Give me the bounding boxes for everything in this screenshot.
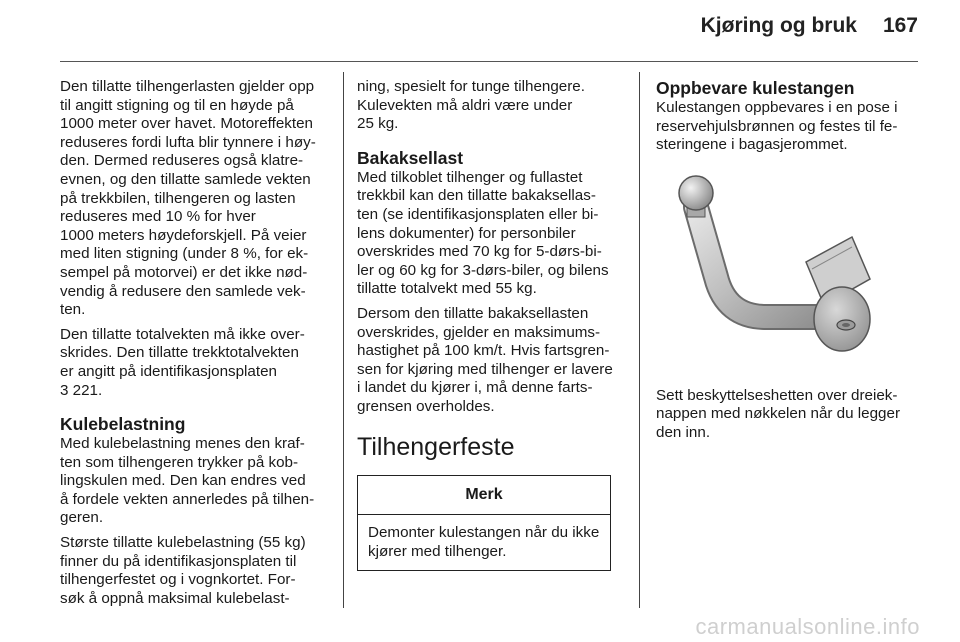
paragraph-protective-cap: Sett beskyttelseshetten over dreiek- nappen med nøkkelen når du legger den inn. (656, 386, 901, 441)
section-title: Kjøring og bruk (700, 14, 857, 37)
paragraph-max-load: Største tillatte kulebelastning (55 kg) finner du på identifikasjonsplaten til tilhengerfestet og i vognkortet. For- søk å oppnå maksimal kulebelast- (60, 534, 306, 607)
page-number: 167 (882, 14, 918, 37)
column-middle (357, 78, 625, 571)
paragraph-speed-limit: Dersom den tillatte bakaksellasten overskrides, gjelder en maksimums- hastighet på 100 km/t. Hvis fartsgren- sen for kjøring med tilhenger er lavere i landet du kjører i, må denne farts- grensen overholdes. (357, 304, 613, 415)
paragraph-kulebelastning: Med kulebelastning menes den kraf- ten som tilhengeren trykker på kob- lingskulen med. Den kan endres ved å fordele vekten annerledes på tilhen- geren. (60, 435, 315, 527)
column-divider (343, 72, 344, 608)
heading-oppbevare: Oppbevare kulestangen (656, 78, 855, 98)
paragraph-bakaksellast: Med tilkoblet tilhenger og fullastet trekkbil kan den tillatte bakaksellas- ten (se identifikasjonsplaten eller bi- lens dokumenter) for personbiler overskrides med 70 kg for 5-dørs-bi- ler og 60 kg for 3-dørs-biler, og bilens tillatte totalvekt med 55 kg. (357, 168, 609, 298)
note-title: Merk (358, 476, 610, 516)
page-header (701, 14, 918, 38)
paragraph-total-weight: Den tillatte totalvekten må ikke over- skrides. Den tillatte trekktotalvekten er angitt på identifikasjonsplaten 3 221. (60, 325, 305, 399)
paragraph-continued: ning, spesielt for tunge tilhengere. Kulevekten må aldri være under 25 kg. (357, 78, 585, 133)
column-right (656, 78, 926, 449)
note-box (357, 475, 611, 572)
column-left (60, 78, 328, 614)
heading-tilhengerfeste: Tilhengerfeste (357, 432, 515, 461)
heading-bakaksellast: Bakaksellast (357, 147, 464, 168)
paragraph-altitude: Den tillatte tilhengerlasten gjelder opp til angitt stigning og til en høyde på 1000 meter over havet. Motoreffekten reduseres fordi lufta blir tynnere i høy- den. Dermed reduseres også klatre- evnen, og den tillatte samlede vekten på trekkbilen, tilhengeren og lasten reduseres med 10 % for hver 1000 meters høydeforskjell. På veier med liten stigning (under 8 %, for ek- sempel på motorvei) er det ikke nød- vendig å redusere den samlede vek- ten. (60, 78, 316, 319)
watermark: carmanualsonline.info (695, 614, 920, 639)
note-body: Demonter kulestangen når du ikke kjører med tilhenger. (368, 524, 600, 560)
column-divider (639, 72, 640, 608)
towbar-ball-rod-icon (656, 167, 920, 375)
towbar-ball-rod-illustration (656, 167, 920, 375)
heading-kulebelastning: Kulebelastning (60, 414, 186, 435)
header-rule (60, 61, 918, 62)
paragraph-storage: Kulestangen oppbevares i en pose i reservehjulsbrønnen og festes til fe- steringene i bagasjerommet. (656, 99, 898, 154)
